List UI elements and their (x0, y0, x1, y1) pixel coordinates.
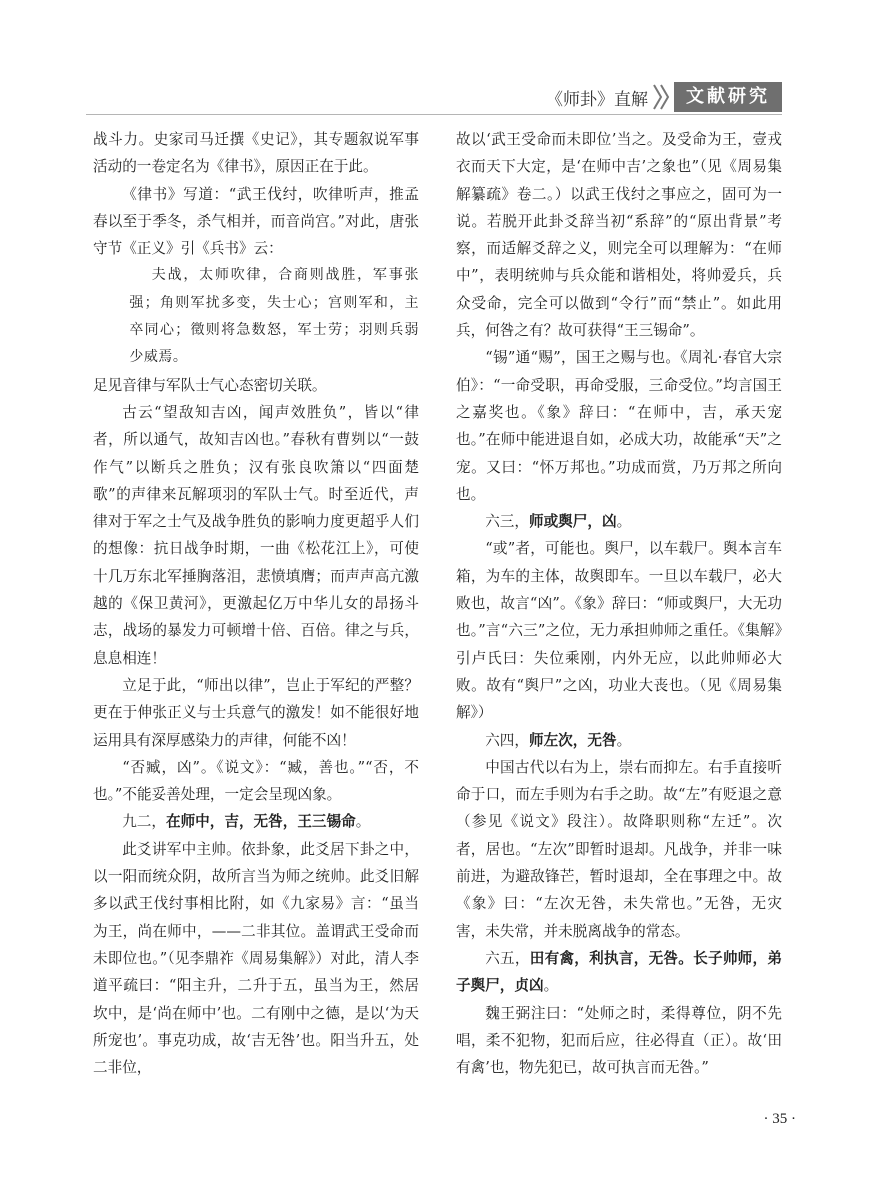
right-column (456, 126, 782, 1081)
yao-end: 。 (616, 513, 632, 531)
paragraph: 足见音律与军队士气心态密切关联。 (93, 376, 327, 394)
paragraph: 古云“望敌知吉凶，闻声效胜负”，皆以“律者，所以通气，故知吉凶也。”春秋有曹刿以“一鼓作气”以断兵之胜负；汉有张良吹箫以“四面楚歌”的声律来瓦解项羽的军队士气。时至近代，声律对于军之士气及战争胜负的影响力度更超乎人们的想像：抗日战争时期，一曲《松花江上》，可使十几万东北军捶胸落泪，悲愤填膺；而声声高亢激越的《保卫黄河》，更激起亿万中华儿女的昂扬斗志，战场的暴发力可顿增十倍、百倍。律之与兵，息息相连！ (93, 403, 419, 667)
paragraph: 魏王弼注曰：“处师之时，柔得尊位，阴不先唱，柔不犯物，犯而后应，往必得直（正）。故‘田有禽’也，物先犯已，故可执言而无咎。” (456, 1004, 782, 1077)
paragraph: 故以‘武王受命而未即位’当之。及受命为王，壹戎衣而天下大定，是‘在师中吉’之象也”（见《周易集解纂疏》卷二。）以武王伐纣之事应之，固可为一说。若脱开此卦爻辞当初“系辞”的“原出背景”考察，而适解爻辞之义，则完全可以理解为：“在师中”，表明统帅与兵众能和谐相处，将帅爱兵，兵众受命，完全可以做到“令行”而“禁止”。如此用兵，何咎之有？故可获得“王三锡命”。 (456, 131, 782, 340)
page-number: · 35 · (763, 1111, 796, 1127)
running-title: 《师卦》直解 (546, 89, 648, 110)
yao-text: 在师中，吉，无咎，王三锡命 (165, 813, 356, 831)
yao-label: 九二， (122, 813, 166, 831)
section-label: 文献研究 (674, 82, 782, 112)
yao-heading (456, 945, 782, 1000)
paragraph: 中国古代以右为上，崇右而抑左。右手直接听命于口，而左手则为右手之助。故“左”有贬退之意（参见《说文》段注）。故降职则称“左迁”。次者，居也。“左次”即暂时退却。凡战争，并非一味前进，为避敌锋芒，暂时退却，全在事理之中。故《象》曰：“左次无咎，未失常也。”无咎，无灾害，未失常，并未脱离战争的常态。 (456, 758, 782, 940)
yao-heading (93, 808, 419, 835)
yao-end: 。 (355, 813, 371, 831)
running-header (546, 80, 782, 114)
yao-end: 。 (543, 977, 559, 995)
block-quote: 夫战，太师吹律，合商则战胜，军事张强；角则军扰多变，失士心；宫则军和，主卒同心；徵则将急数怒，军士劳；羽则兵弱少威焉。 (129, 267, 419, 366)
paragraph: 《律书》写道：“武王伐纣，吹律听声，推孟春以至于季冬，杀气相并，而音尚宫。”对此，唐张守节《正义》引《兵书》云： (93, 185, 419, 258)
paragraph: 战斗力。史家司马迁撰《史记》，其专题叙说军事活动的一卷定名为《律书》，原因正在于此。 (93, 131, 419, 176)
yao-label: 六四， (485, 731, 529, 749)
paragraph: 立足于此，“师出以律”，岂止于军纪的严整？更在于伸张正义与士兵意气的激发！如不能很好地运用具有深厚感染力的声律，何能不凶！ (93, 676, 419, 749)
paragraph: “或”者，可能也。舆尸，以车载尸。舆本言车箱，为车的主体，故舆即车。一旦以车载尸，必大败也，故言“凶”。《象》辞曰：“师或舆尸，大无功也。”言“六三”之位，无力承担帅师之重任。《集解》引卢氏曰：失位乘刚，内外无应，以此帅师必大败。故有“舆尸”之凶，功业大丧也。（见《周易集解》） (456, 540, 782, 722)
yao-text: 师左次，无咎 (528, 731, 617, 749)
yao-text: 田有禽，利执言，无咎。长子帅师，弟子舆尸，贞凶 (456, 949, 782, 995)
header-divider (86, 114, 782, 115)
left-column (93, 126, 419, 1081)
yao-end: 。 (616, 731, 632, 749)
yao-text: 师或舆尸，凶 (528, 513, 617, 531)
yao-heading (456, 727, 782, 754)
yao-label: 六三， (485, 513, 529, 531)
yao-label: 六五， (485, 949, 530, 967)
paragraph: 此爻讲军中主帅。依卦象，此爻居下卦之中，以一阳而统众阴，故所言当为师之统帅。此爻旧解多以武王伐纣事相比附，如《九家易》言：“虽当为王，尚在师中，——二非其位。盖谓武王受命而未即位也。”（见李鼎祚《周易集解》）对此，清人李道平疏曰：“阳主升，二升于五，虽当为王，然居坎中，是‘尚在师中’也。二有刚中之德，是以‘为天所宠也’。事克功成，故‘吉无咎’也。阳当升五，处二非位， (93, 840, 419, 1077)
paragraph: “否臧，凶”。《说文》：“臧，善也。”“否，不也。”不能妥善处理，一定会呈现凶象。 (93, 758, 419, 804)
yao-heading (456, 508, 782, 535)
paragraph: “锡”通“赐”，国王之赐与也。《周礼·春官大宗伯》：“一命受职，再命受服，三命受位。”均言国王之嘉奖也。《象》辞曰：“在师中，吉，承天宠也。”在师中能进退自如，必成大功，故能承“天”之宠。又曰：“怀万邦也。”功成而赏，乃万邦之所向也。 (456, 349, 782, 503)
double-chevron-icon (652, 82, 672, 112)
